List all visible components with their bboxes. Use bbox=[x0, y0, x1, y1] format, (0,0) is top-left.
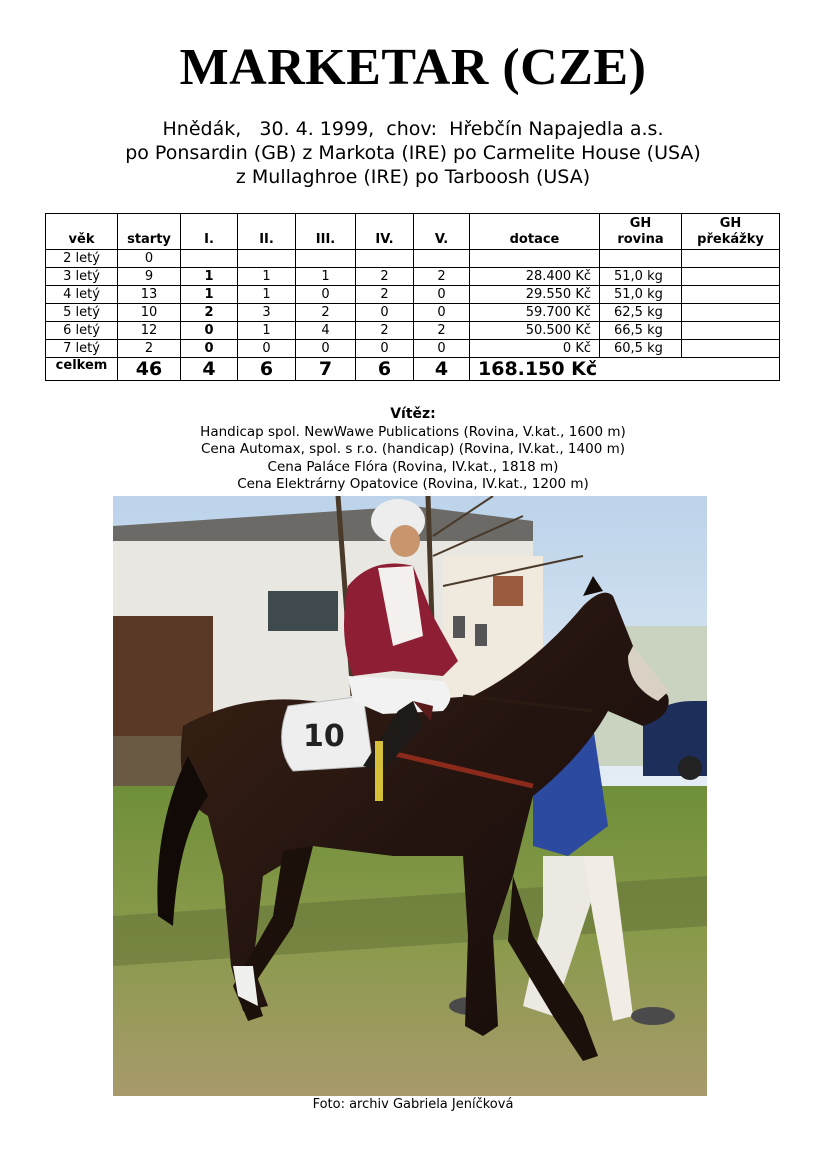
table-cell-p1: 2 bbox=[181, 304, 238, 322]
table-cell-p2: 1 bbox=[238, 268, 296, 286]
victory-item: Cena Paláce Flóra (Rovina, IV.kat., 1818 m) bbox=[267, 458, 559, 475]
table-cell-gh-jump bbox=[682, 268, 780, 286]
pedigree-line-2: po Ponsardin (GB) z Markota (IRE) po Carmelite House (USA) bbox=[125, 142, 701, 164]
table-cell-gh-flat: 51,0 kg bbox=[600, 268, 682, 286]
victories-heading: Vítěz: bbox=[390, 406, 436, 422]
header-starts: starty bbox=[118, 214, 181, 250]
table-cell-gh-jump bbox=[682, 304, 780, 322]
table-cell-p4: 2 bbox=[356, 322, 414, 340]
table-cell-prize: 50.500 Kč bbox=[470, 322, 600, 340]
table-cell-p1: 0 bbox=[181, 322, 238, 340]
table-cell-p4: 2 bbox=[356, 286, 414, 304]
total-cell-prize: 168.150 Kč bbox=[470, 358, 780, 381]
table-cell-p3: 2 bbox=[296, 304, 356, 322]
header-place-3: III. bbox=[296, 214, 356, 250]
table-cell-p1: 1 bbox=[181, 286, 238, 304]
total-cell-p5: 4 bbox=[414, 358, 470, 381]
victories-list bbox=[0, 406, 826, 494]
table-cell-p3: 1 bbox=[296, 268, 356, 286]
table-cell-p3: 0 bbox=[296, 286, 356, 304]
pedigree-info bbox=[0, 117, 826, 189]
header-gh-flat: GH rovina bbox=[600, 214, 682, 250]
table-row bbox=[46, 268, 780, 286]
table-cell-gh-flat: 60,5 kg bbox=[600, 340, 682, 358]
table-row bbox=[46, 340, 780, 358]
table-cell-p5: 0 bbox=[414, 304, 470, 322]
table-header-row bbox=[46, 214, 780, 250]
table-cell-p5: 2 bbox=[414, 322, 470, 340]
table-cell-p2: 0 bbox=[238, 340, 296, 358]
table-cell-gh-jump bbox=[682, 340, 780, 358]
table-cell-p4: 0 bbox=[356, 304, 414, 322]
total-cell-p1: 4 bbox=[181, 358, 238, 381]
header-place-4: IV. bbox=[356, 214, 414, 250]
pedigree-line-3: z Mullaghroe (IRE) po Tarboosh (USA) bbox=[235, 166, 591, 188]
table-cell-p2: 1 bbox=[238, 286, 296, 304]
table-cell-p1: 1 bbox=[181, 268, 238, 286]
horse-photo bbox=[113, 496, 707, 1096]
table-cell-p5: 0 bbox=[414, 286, 470, 304]
race-statistics-table bbox=[45, 213, 780, 381]
table-cell-p5: 0 bbox=[414, 340, 470, 358]
total-cell-starts: 46 bbox=[118, 358, 181, 381]
table-cell-starts: 9 bbox=[118, 268, 181, 286]
table-cell-prize bbox=[470, 250, 600, 268]
table-cell-p4: 2 bbox=[356, 268, 414, 286]
header-prize: dotace bbox=[470, 214, 600, 250]
table-cell-age: 3 letý bbox=[46, 268, 118, 286]
victory-item: Cena Automax, spol. s r.o. (handicap) (Rovina, IV.kat., 1400 m) bbox=[200, 441, 626, 457]
table-cell-starts: 13 bbox=[118, 286, 181, 304]
total-cell-p4: 6 bbox=[356, 358, 414, 381]
table-row bbox=[46, 304, 780, 322]
table-cell-p1: 0 bbox=[181, 340, 238, 358]
table-row bbox=[46, 250, 780, 268]
table-cell-p1 bbox=[181, 250, 238, 268]
table-cell-p2 bbox=[238, 250, 296, 268]
table-cell-gh-jump bbox=[682, 322, 780, 340]
table-cell-p5: 2 bbox=[414, 268, 470, 286]
photo-caption: Foto: archiv Gabriela Jeníčková bbox=[312, 1097, 514, 1112]
table-cell-gh-flat bbox=[600, 250, 682, 268]
table-cell-prize: 29.550 Kč bbox=[470, 286, 600, 304]
table-cell-p2: 3 bbox=[238, 304, 296, 322]
table-row bbox=[46, 322, 780, 340]
table-cell-prize: 0 Kč bbox=[470, 340, 600, 358]
table-cell-p4 bbox=[356, 250, 414, 268]
table-cell-p2: 1 bbox=[238, 322, 296, 340]
table-cell-gh-jump bbox=[682, 250, 780, 268]
table-cell-age: 2 letý bbox=[46, 250, 118, 268]
table-cell-age: 5 letý bbox=[46, 304, 118, 322]
table-cell-gh-flat: 62,5 kg bbox=[600, 304, 682, 322]
total-cell-p2: 6 bbox=[238, 358, 296, 381]
table-cell-starts: 0 bbox=[118, 250, 181, 268]
header-gh-jump: GH překážky bbox=[682, 214, 780, 250]
victory-item: Handicap spol. NewWawe Publications (Rovina, V.kat., 1600 m) bbox=[200, 423, 626, 440]
table-cell-gh-jump bbox=[682, 286, 780, 304]
table-cell-prize: 59.700 Kč bbox=[470, 304, 600, 322]
table-cell-gh-flat: 51,0 kg bbox=[600, 286, 682, 304]
table-cell-starts: 12 bbox=[118, 322, 181, 340]
table-cell-prize: 28.400 Kč bbox=[470, 268, 600, 286]
number-cloth: 10 bbox=[303, 719, 345, 754]
table-row bbox=[46, 286, 780, 304]
table-cell-p3: 4 bbox=[296, 322, 356, 340]
table-cell-starts: 10 bbox=[118, 304, 181, 322]
table-cell-gh-flat: 66,5 kg bbox=[600, 322, 682, 340]
table-cell-age: 7 letý bbox=[46, 340, 118, 358]
table-cell-p5 bbox=[414, 250, 470, 268]
table-cell-p3: 0 bbox=[296, 340, 356, 358]
table-cell-age: 4 letý bbox=[46, 286, 118, 304]
victory-item: Cena Elektrárny Opatovice (Rovina, IV.kat., 1200 m) bbox=[237, 476, 589, 492]
header-place-2: II. bbox=[238, 214, 296, 250]
total-cell-p3: 7 bbox=[296, 358, 356, 381]
table-cell-age: 6 letý bbox=[46, 322, 118, 340]
header-age: věk bbox=[46, 214, 118, 250]
table-cell-starts: 2 bbox=[118, 340, 181, 358]
header-place-5: V. bbox=[414, 214, 470, 250]
table-total-row bbox=[46, 358, 780, 381]
header-place-1: I. bbox=[181, 214, 238, 250]
table-cell-p3 bbox=[296, 250, 356, 268]
pedigree-line-1: Hnědák, 30. 4. 1999, chov: Hřebčín Napajedla a.s. bbox=[162, 118, 664, 140]
total-cell-label: celkem bbox=[46, 358, 118, 381]
table-cell-p4: 0 bbox=[356, 340, 414, 358]
page-title: MARKETAR (CZE) bbox=[179, 39, 647, 96]
